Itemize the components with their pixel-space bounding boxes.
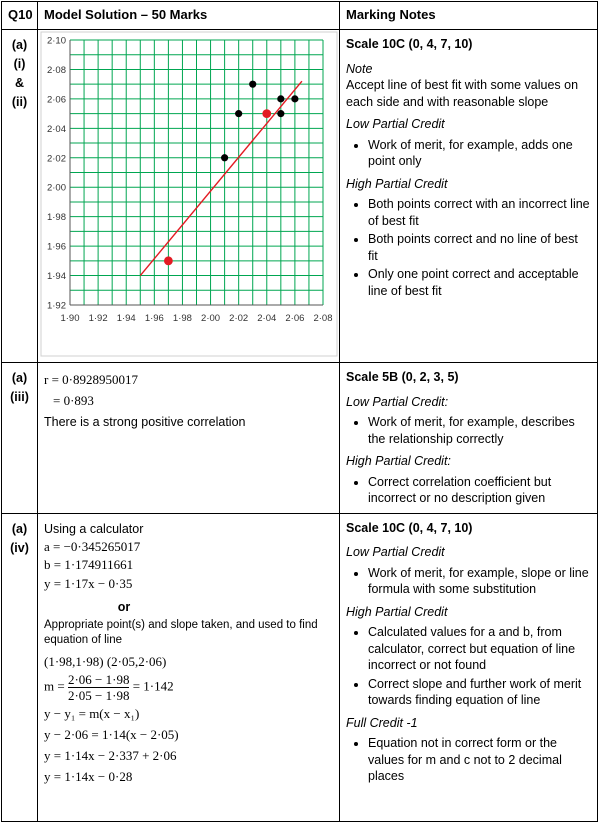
label-a: (a) — [11, 521, 28, 536]
x-tick-label: 2·08 — [313, 313, 333, 324]
x-tick-label: 2·04 — [257, 313, 277, 324]
list-item: • Correct slope and further work of merit towards finding equation of line — [368, 676, 591, 709]
solution-a-iv — [38, 513, 340, 821]
approach-text: Appropriate point(s) and slope taken, and used to find equation of line — [44, 618, 318, 646]
list-item: • Both points correct with an incorrect line of best fit — [368, 196, 591, 229]
data-point — [277, 110, 284, 117]
header-question: Q10 — [2, 2, 38, 30]
row-a-iii — [2, 363, 598, 514]
x-tick-label: 2·00 — [201, 313, 221, 324]
y-tick-label: 1·92 — [46, 300, 66, 312]
line-substitution: y − 2·06 = 1·14(x − 2·05) — [44, 726, 179, 742]
note-text-2: each side and with reasonable slope — [346, 94, 549, 109]
high-credit-list — [346, 624, 591, 709]
low-credit-list — [346, 565, 591, 598]
x-tick-label: 2·02 — [229, 313, 249, 324]
a-value: a = −0·345265017 — [44, 538, 141, 554]
note-text-1: Accept line of best fit with some values on — [346, 78, 579, 92]
slope-lhs: m = — [44, 677, 65, 693]
part-label-a-iii — [2, 363, 38, 514]
label-amp: & — [14, 76, 25, 90]
added-point — [262, 109, 271, 118]
label-i: (i) — [13, 57, 26, 71]
full-credit-heading: Full Credit -1 — [346, 715, 418, 730]
x-tick-label: 1·98 — [172, 313, 192, 324]
data-point — [235, 110, 242, 117]
slope-numerator: 2·06 − 1·98 — [67, 671, 130, 687]
scale-label: Scale 5B (0, 2, 3, 5) — [346, 370, 459, 384]
y-tick-label: 2·02 — [46, 153, 66, 165]
part-label-a-i-ii — [2, 30, 38, 363]
x-tick-label: 1·94 — [116, 313, 136, 324]
list-item: • Work of merit, for example, adds one point only — [368, 137, 591, 170]
label-a: (a) — [11, 38, 28, 52]
high-credit-list — [346, 196, 591, 299]
label-ii: (ii) — [11, 95, 28, 109]
equation-calculator: y = 1·17x − 0·35 — [44, 575, 133, 591]
line-final: y = 1·14x − 0·28 — [44, 768, 133, 784]
low-credit-heading: Low Partial Credit — [346, 545, 445, 559]
marking-scheme-table — [1, 1, 598, 822]
part-label-a-iv — [2, 513, 38, 821]
y-tick-label: 2·00 — [46, 182, 66, 194]
slope-fraction — [68, 672, 130, 703]
x-tick-label: 1·90 — [60, 313, 80, 324]
scale-label: Scale 10C (0, 4, 7, 10) — [346, 520, 473, 535]
x-tick-label: 2·06 — [285, 313, 305, 324]
data-point — [249, 81, 256, 88]
list-item: • Work of merit, for example, slope or line formula with some substitution — [368, 565, 591, 598]
low-credit-list — [346, 137, 591, 170]
chart-frame — [41, 32, 337, 356]
list-item: • Equation not in correct form or the values for m and c not to 2 decimal places — [368, 735, 591, 785]
chart-cell — [38, 30, 340, 363]
x-tick-label: 1·92 — [88, 313, 108, 324]
low-credit-heading: Low Partial Credit — [346, 117, 445, 131]
y-tick-label: 2·04 — [46, 123, 66, 135]
list-item: • Correct correlation coefficient but incorrect or no description given — [368, 474, 591, 507]
label-iv: (iv) — [10, 540, 29, 555]
y-tick-label: 2·06 — [46, 94, 66, 106]
correlation-description: There is a strong positive correlation — [44, 415, 246, 429]
slope-result: = 1·142 — [132, 677, 174, 693]
header-row — [2, 2, 598, 30]
x-tick-label: 1·96 — [144, 313, 164, 324]
data-point — [291, 95, 298, 102]
line-formula: y − y₁ = m(x − x₁) — [44, 705, 140, 721]
note-heading: Note — [346, 61, 373, 76]
line-expansion: y = 1·14x − 2·337 + 2·06 — [44, 747, 177, 763]
slope-calc — [44, 672, 333, 703]
or-label: or — [117, 599, 131, 614]
notes-a-iv — [340, 513, 598, 821]
high-credit-heading: High Partial Credit — [346, 176, 448, 191]
high-credit-heading: High Partial Credit — [346, 604, 448, 619]
b-value: b = 1·174911661 — [44, 556, 134, 572]
full-credit-list — [346, 735, 591, 785]
y-tick-label: 2·08 — [46, 64, 66, 76]
low-credit-list — [346, 414, 591, 447]
scatter-chart — [38, 30, 340, 360]
label-iii: (iii) — [10, 390, 29, 404]
added-point — [164, 256, 173, 265]
high-credit-list — [346, 474, 591, 507]
r-value: r = 0·8928950017 — [44, 372, 138, 387]
list-item: • Work of merit, for example, describes the relationship correctly — [368, 414, 591, 447]
list-item: • Only one point correct and acceptable line of best fit — [368, 266, 591, 299]
header-notes: Marking Notes — [340, 2, 598, 30]
y-tick-label: 2·10 — [46, 35, 66, 47]
y-tick-label: 1·94 — [46, 271, 66, 283]
y-tick-label: 1·96 — [46, 241, 66, 253]
list-item: • Calculated values for a and b, from calculator, correct but equation of line incorrect or not found — [368, 624, 591, 674]
row-a-iv — [2, 513, 598, 821]
solution-a-iii — [38, 363, 340, 514]
r-rounded: = 0·893 — [53, 393, 94, 408]
data-point — [277, 95, 284, 102]
row-a-i-ii — [2, 30, 598, 363]
high-credit-heading: High Partial Credit: — [346, 454, 451, 468]
low-credit-heading: Low Partial Credit: — [346, 394, 449, 409]
list-item: • Both points correct and no line of best fit — [368, 231, 591, 264]
header-solution: Model Solution – 50 Marks — [38, 2, 340, 30]
label-a: (a) — [11, 371, 28, 385]
scale-label: Scale 10C (0, 4, 7, 10) — [346, 37, 473, 51]
notes-a-i-ii — [340, 30, 598, 363]
slope-denominator: 2·05 − 1·98 — [67, 687, 130, 703]
y-tick-label: 1·98 — [46, 212, 66, 224]
data-point — [221, 154, 228, 161]
points-taken: (1·98,1·98) (2·05,2·06) — [44, 653, 167, 669]
notes-a-iii — [340, 363, 598, 514]
using-calculator: Using a calculator — [44, 521, 144, 536]
